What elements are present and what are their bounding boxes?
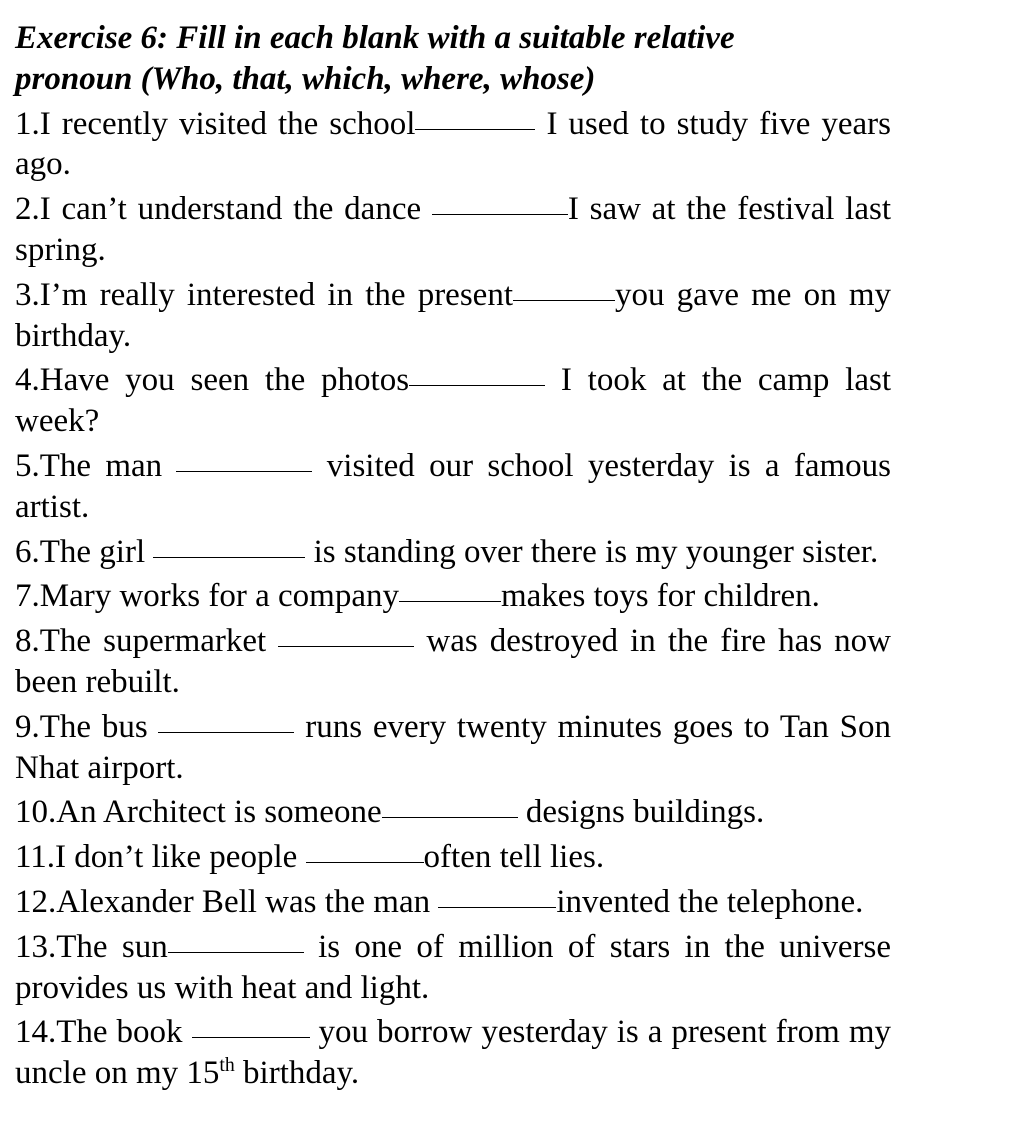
item-text-after: I took at the camp last week? — [15, 362, 892, 440]
item-text-after: visited our school yesterday is a famous artist. — [15, 447, 891, 525]
exercise-item-4 — [15, 356, 891, 442]
item-text-after: is one of million of stars in the universe provides us with heat and light. — [15, 928, 891, 1006]
item-text-after: you gave me on my birthday. — [15, 276, 891, 354]
exercise-item-13 — [15, 923, 891, 1009]
answer-blank[interactable] — [306, 829, 424, 863]
answer-blank[interactable] — [513, 267, 615, 301]
item-text-after: invented the telephone. — [556, 883, 864, 920]
item-text-after: I saw at the festival last spring. — [15, 191, 891, 268]
item-text-before: 4.Have you seen the photos — [15, 362, 410, 399]
answer-blank[interactable] — [409, 352, 545, 386]
answer-blank[interactable] — [415, 96, 535, 130]
exercise-title: Exercise 6: Fill in each blank with a suitable relative pronoun (Who, that, which, where, whose) — [15, 20, 735, 97]
item-text-after: designs buildings. — [517, 794, 765, 831]
item-text-after: I used to study five years ago. — [15, 105, 891, 183]
exercise-item-8 — [15, 617, 891, 703]
item-text-before: 3.I’m really interested in the present — [15, 276, 513, 313]
answer-blank[interactable] — [278, 613, 414, 647]
item-text-after: makes toys for children. — [500, 578, 820, 615]
exercise-item-5 — [15, 442, 891, 528]
exercise-item-11 — [15, 833, 891, 878]
item-text-before: 5.The man — [15, 447, 177, 484]
item-text-before: 1.I recently visited the school — [15, 105, 416, 142]
item-text-before: 2.I can’t understand the dance — [15, 191, 432, 228]
exercise-item-3 — [15, 271, 891, 357]
answer-blank[interactable] — [176, 438, 312, 472]
item-text-before: 10.An Architect is someone — [15, 794, 382, 831]
exercise-item-9 — [15, 703, 891, 789]
answer-blank[interactable] — [382, 784, 518, 818]
item-text-before: 8.The supermarket — [15, 623, 279, 660]
item-text-after: you borrow yesterday is a present from my uncle on my 15 — [15, 1014, 891, 1092]
item-text-after: runs every twenty minutes goes to Tan Son Nhat airport. — [15, 708, 891, 786]
exercise-item-10 — [15, 788, 891, 833]
answer-blank[interactable] — [438, 874, 556, 908]
item-text-tail: birthday. — [234, 1055, 360, 1092]
exercise-item-2 — [15, 185, 891, 271]
item-text-after: often tell lies. — [423, 839, 605, 876]
answer-blank[interactable] — [168, 919, 304, 953]
exercise-item-7 — [15, 572, 891, 617]
exercise-item-1 — [15, 100, 891, 186]
answer-blank[interactable] — [399, 568, 501, 602]
exercise-item-14 — [15, 1008, 891, 1094]
item-text-before: 13.The sun — [15, 928, 168, 965]
item-text-before: 6.The girl — [15, 533, 154, 570]
item-text-before: 11.I don’t like people — [15, 839, 306, 876]
item-text-after: was destroyed in the fire has now been rebuilt. — [15, 623, 891, 700]
item-text-before: 12.Alexander Bell was the man — [15, 883, 439, 920]
exercise-item-6 — [15, 528, 891, 573]
answer-blank[interactable] — [153, 524, 305, 558]
item-text-before: 14.The book — [15, 1014, 192, 1051]
exercise-item-12 — [15, 878, 891, 923]
item-text-after: is standing over there is my younger sister. — [305, 533, 879, 570]
answer-blank[interactable] — [192, 1004, 310, 1038]
answer-blank[interactable] — [432, 181, 568, 215]
item-text-before: 9.The bus — [15, 708, 159, 745]
answer-blank[interactable] — [158, 699, 294, 733]
item-text-before: 7.Mary works for a company — [15, 578, 399, 615]
ordinal-suffix: th — [219, 1054, 235, 1077]
